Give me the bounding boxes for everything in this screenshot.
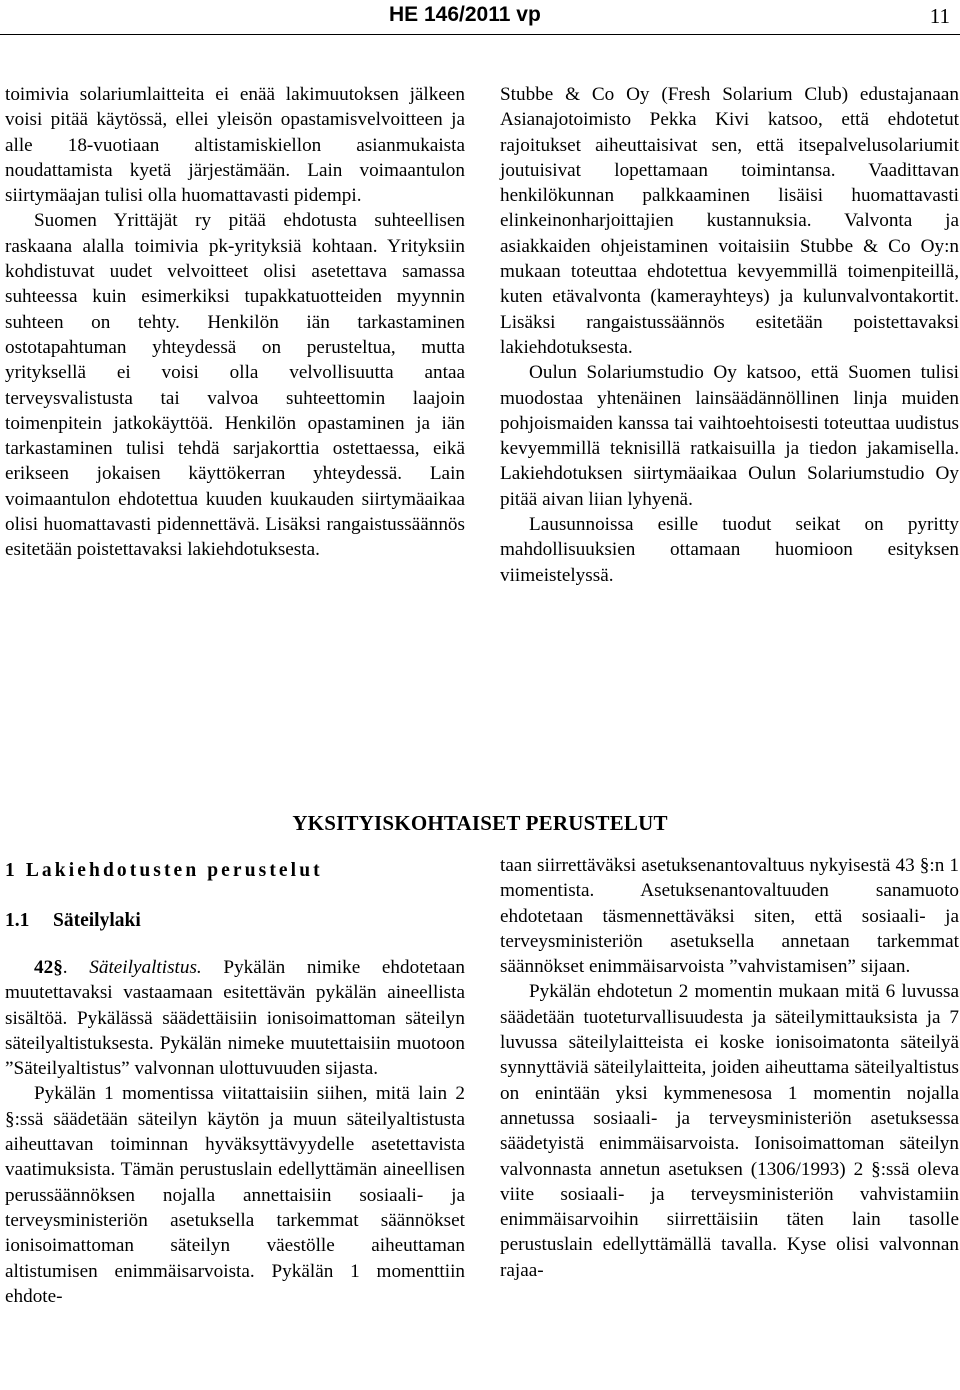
document-id: HE 146/2011 vp	[389, 3, 541, 26]
paragraph: Pykälän 1 momentissa viitattaisiin siihen, mitä lain 2 §:ssä säädetään säteilyn käytön ja muun säteilyaltistusta aiheuttavan toiminnan hyväksyttävyydelle asetettavista vaatimuksista. Tämän perustuslain edellyttämän aineellisen perussäännöksen nojalla annettaisiin sosiaali- ja terveysministeriön asetuksella tarkemmat säännökset ionisoimattoman säteilyn väestölle aiheuttaman altistumisen enimmäisarvoista. Pykälän 1 momenttiin ehdote-	[5, 1083, 465, 1307]
subsection-number: 1.1	[5, 910, 30, 931]
paragraph: Stubbe & Co Oy (Fresh Solarium Club) edustajanaan Asianajotoimisto Pekka Kivi katsoo, että ehdotetut rajoitukset aiheuttaisivat sen, että itsepalvelusolariumit joutuisivat lopettamaan toimintansa. Vaadittavan henkilökunnan palkkaaminen lisäisi huomattavasti elinkeinonharjoittajien kustannuksia. Valvonta ja asiakkaiden ohjeistaminen voitaisiin Stubbe & Co Oy:n mukaan toteuttaa ehdotettua kevyemmillä toimenpiteillä, kuten etävalvonta (kamerayhteys) ja kulunvalvontakortit. Lisäksi rangaistussäännös esitetään poistettavaksi lakiehdotuksesta.	[500, 84, 959, 358]
page-header	[0, 0, 960, 35]
page-number: 11	[929, 4, 950, 28]
paragraph: Pykälän ehdotetun 2 momentin mukaan mitä 6 luvussa säädetään tuoteturvallisuudesta ja säteilymittauksista ja 7 luvussa säteilylaitteista ei koske ionisoimatonta säteilyä synnyttäviä säteilylaitteita, joiden aiheuttama säteilyaltistus on enintään yksi kymmenesosa 1 momentin nojalla annetussa sosiaali- ja terveysministeriön asetuksessa säädetyistä enimmäisarvoista. Ionisoimattoman säteilyn valvonnasta annetun asetuksen (1306/1993) 2 §:ssä oleva viite sosiaali- ja terveysministeriön vahvistamiin enimmäisarvoihin siirrettäisiin täten lain tasolle perustuslain edellyttämällä tavalla. Kyse olisi valvonnan rajaa-	[500, 981, 959, 1281]
section-title: YKSITYISKOHTAISET PERUSTELUT	[292, 811, 668, 835]
paragraph: toimivia solariumlaitteita ei enää lakimuutoksen jälkeen voisi pitää käytössä, ellei yleisön opastamisvelvoitteen ja alle 18-vuotiaan altistamiskiellon asianmukaista noudattamista kyetä järjestämään. Lain voimaantulon siirtymäajan tulisi olla huomattavasti pidempi.	[5, 84, 465, 207]
paragraph: taan siirrettäväksi asetuksenantovaltuus nykyisestä 43 §:n 1 momentista. Asetuksenantovaltuuden sanamuoto ehdotetaan täsmennettäväksi siten, että sosiaali- ja terveysministeriön asetuksella annetaan tarkemmat säännökset enimmäisarvoista ”vahvistamisen” sijaan.	[500, 855, 959, 978]
section-title: Säteilyaltistus.	[89, 957, 202, 978]
section-42-paragraph: 42§. Säteilyaltistus. Pykälän nimike ehdotetaan muutettavaksi vastaamaan esitettävän pykälän aineellista sisältöä. Pykälässä säädettäisiin ionisoimattoman säteilyn säteilyaltistuksesta. Pykälän nimeke muutettaisiin muotoon ”Säteilyaltistus” valvonnan ulottuvuuden sijasta.	[5, 957, 465, 1080]
subsection-heading	[5, 910, 141, 932]
paragraph: Suomen Yrittäjät ry pitää ehdotusta suhteellisen raskaana alalla toimivia pk-yrityksiä kohtaan. Yrityksiin kohdistuvat uudet velvoitteet olisi asetettava samassa suhteessa kuin esimerkiksi tupakkatuotteiden myynnin suhteen on tehty. Henkilön iän tarkastaminen ostotapahtuman yhteydessä on perusteltua, mutta yrityksellä ei voisi olla velvollisuutta antaa terveysvalistusta tai valvoa suhteettomin laajoin toimenpitein jatkokäyttöä. Henkilön opastaminen ja iän tarkastaminen tulisi tehdä sarjakorttia ostettaessa, eikä erikseen jokaisen käyttökerran yhteydessä. Lain voimaantulon ehdotettua kuuden kuukauden siirtymäaikaa olisi huomattavasti pidennettävä. Lisäksi rangaistussäännös esitetään poistettavaksi lakiehdotuksesta.	[5, 210, 465, 561]
top-left-column	[5, 82, 465, 563]
section-number: 42	[34, 957, 54, 978]
subsection-title: Säteilylaki	[53, 910, 141, 931]
top-right-column	[500, 82, 959, 588]
paragraph: Oulun Solariumstudio Oy katsoo, että Suomen tulisi muodostaa yhtenäinen lainsäädännöllinen linja muiden pohjoismaiden kanssa tai vaihtoehtoisesti toteuttaa uudistus kevyemmillä teknisillä ratkaisuilla ja tiedon jakamisella. Lakiehdotuksen siirtymäaikaa Oulun Solariumstudio Oy pitää aivan liian lyhyenä.	[500, 362, 959, 510]
paragraph: Lausunnoissa esille tuodut seikat on pyritty mahdollisuuksien ottamaan huomioon esityksen viimeistelyssä.	[500, 514, 959, 586]
bottom-left-column	[5, 955, 465, 1309]
chapter-heading: 1 Lakiehdotusten perustelut	[5, 860, 323, 881]
bottom-right-column	[500, 853, 959, 1283]
section-text: Pykälän nimike ehdotetaan muutettavaksi vastaamaan esitettävän pykälän aineellista sisältöä. Pykälässä säädettäisiin ionisoimattoman säteilyn säteilyaltistuksesta. Pykälän nimeke muutettaisiin muotoon ”Säteilyaltistus” valvonnan ulottuvuuden sijasta.	[5, 957, 465, 1080]
